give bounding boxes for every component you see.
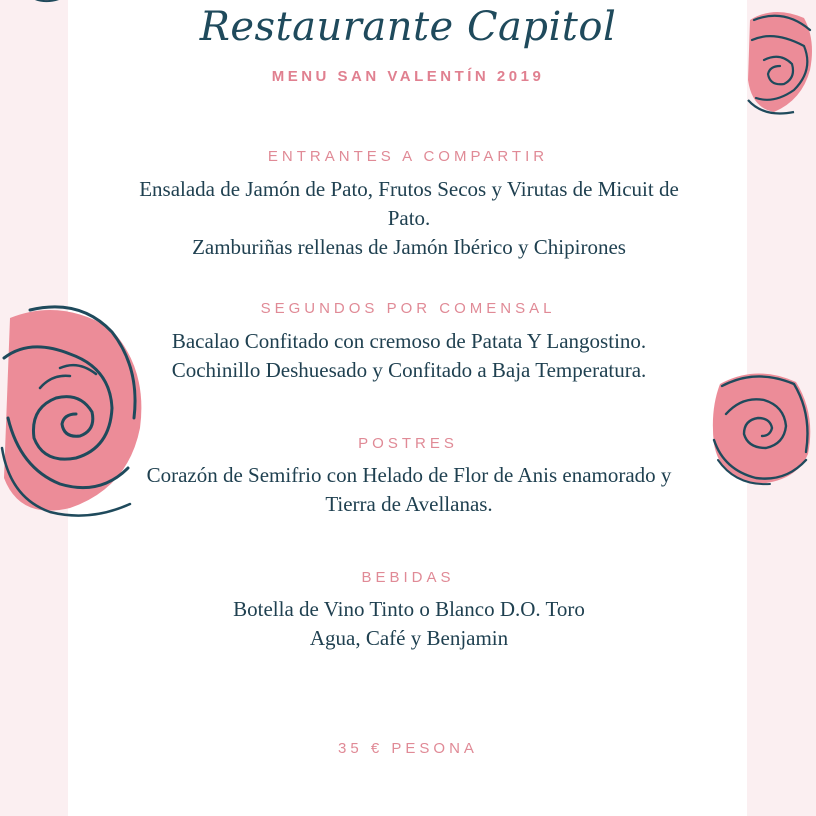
section-items-entrantes xyxy=(120,175,698,262)
section-items-postres xyxy=(120,461,698,519)
menu-item: Corazón de Semifrio con Helado de Flor de Anis enamorado y Tierra de Avellanas. xyxy=(146,463,672,516)
menu-item: Ensalada de Jamón de Pato, Frutos Secos y Virutas de Micuit de Pato. xyxy=(139,177,679,230)
section-heading-bebidas: BEBIDAS xyxy=(361,569,455,586)
menu-item: Bacalao Confitado con cremoso de Patata Y Langostino. xyxy=(171,329,647,353)
menu-item: Zamburiñas rellenas de Jamón Ibérico y Chipirones xyxy=(192,235,626,259)
menu-item: Agua, Café y Benjamin xyxy=(309,626,509,650)
price-label: 35 € PESONA xyxy=(338,740,478,757)
section-items-bebidas xyxy=(120,595,698,653)
menu-item: Cochinillo Deshuesado y Confitado a Baja Temperatura. xyxy=(171,358,647,382)
section-heading-entrantes: ENTRANTES A COMPARTIR xyxy=(267,148,549,165)
section-heading-segundos: SEGUNDOS POR COMENSAL xyxy=(260,300,556,317)
section-items-segundos xyxy=(120,327,698,385)
menu-card xyxy=(68,0,747,816)
rose-illustration-right xyxy=(706,364,816,488)
section-heading-postres: POSTRES xyxy=(358,435,458,452)
restaurant-name: Restaurante Capitol xyxy=(199,4,617,50)
menu-item: Botella de Vino Tinto o Blanco D.O. Toro xyxy=(233,597,585,621)
menu-title: MENU SAN VALENTÍN 2019 xyxy=(271,68,545,85)
